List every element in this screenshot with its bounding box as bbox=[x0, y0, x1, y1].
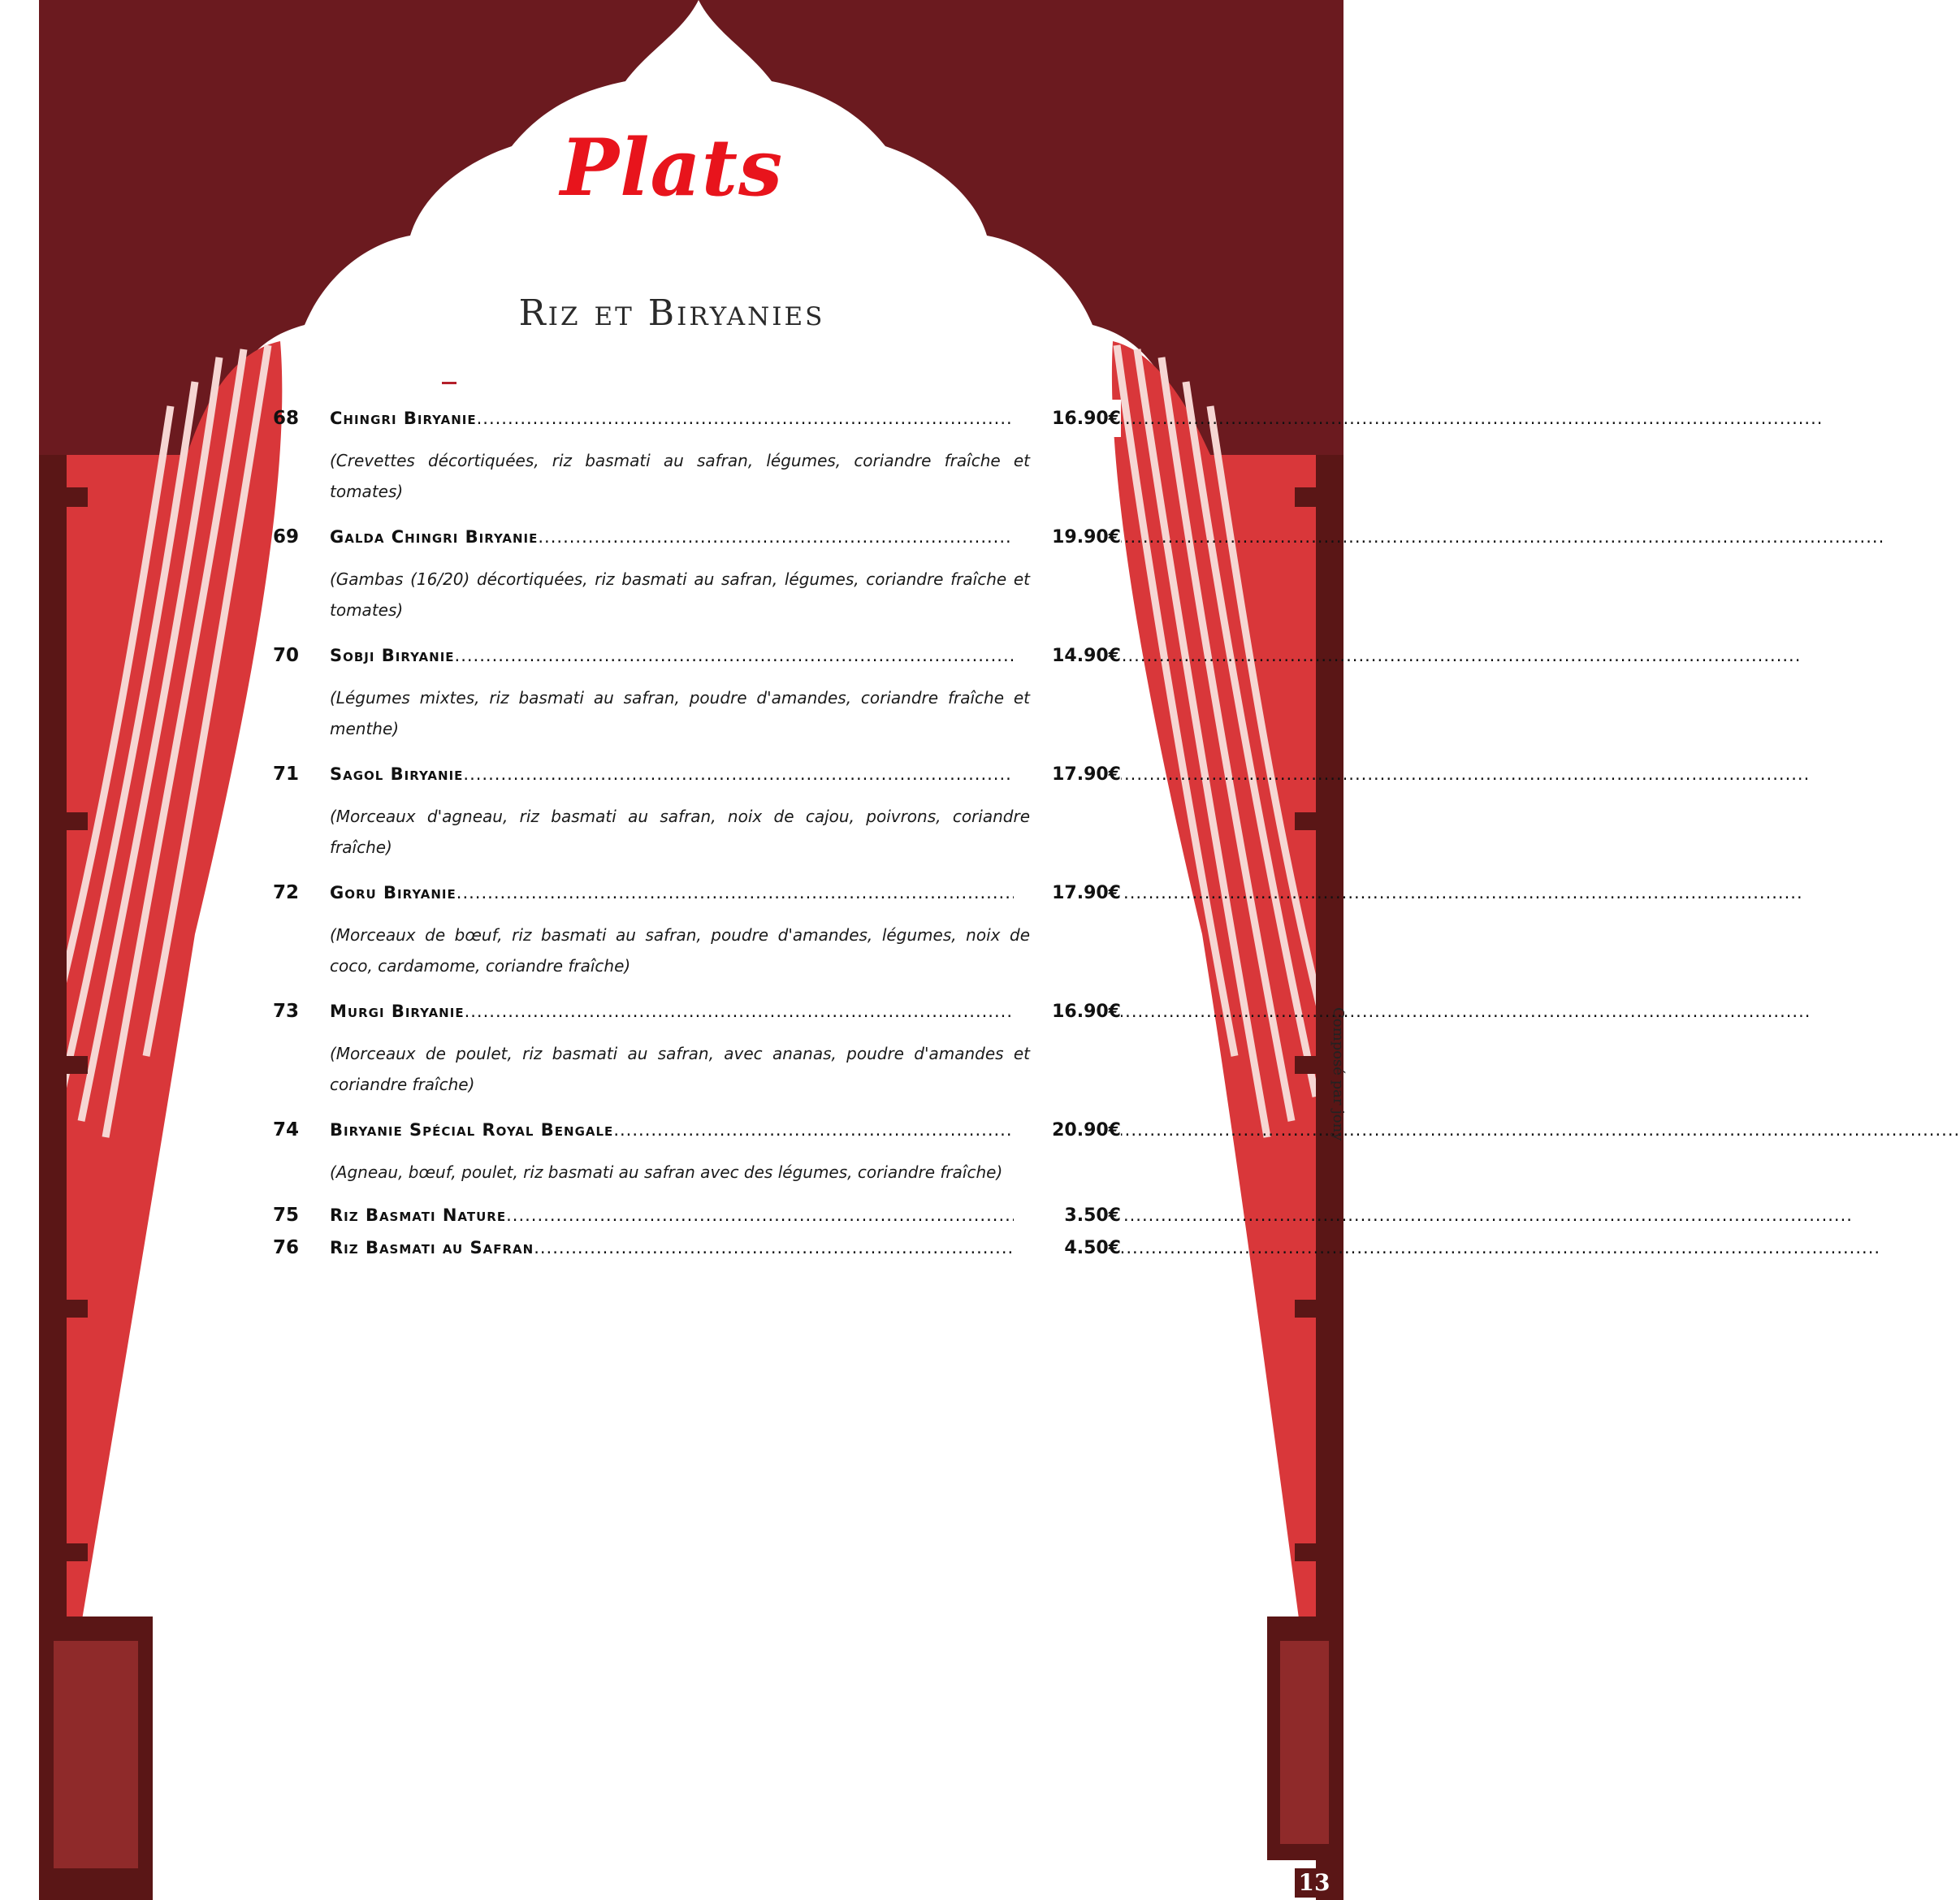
menu-item-row bbox=[273, 874, 1121, 911]
item-price: 4.50€ bbox=[1064, 1237, 1121, 1258]
page-number: 13 bbox=[1295, 1868, 1334, 1898]
menu-item-row bbox=[273, 637, 1121, 674]
item-description: (Légumes mixtes, riz basmati au safran, poudre d'amandes, coriandre fraîche et menthe) bbox=[330, 688, 1030, 738]
item-number: 71 bbox=[273, 764, 300, 785]
menu-item-row bbox=[273, 1111, 1121, 1149]
item-description: (Morceaux d'agneau, riz basmati au safran, noix de cajou, poivrons, coriandre fraîche) bbox=[330, 807, 1030, 857]
item-price-box bbox=[1014, 400, 1121, 437]
item-description: (Crevettes décortiquées, riz basmati au safran, légumes, coriandre fraîche et tomates) bbox=[330, 451, 1030, 501]
menu-item-row bbox=[273, 518, 1121, 556]
item-price: 20.90€ bbox=[1052, 1119, 1121, 1140]
item-price-box bbox=[1014, 518, 1121, 556]
item-name: Riz Basmati au Safran ..... bbox=[330, 1238, 1131, 1257]
item-price-box bbox=[1014, 637, 1121, 674]
menu-item bbox=[273, 1111, 1121, 1199]
menu-item bbox=[273, 637, 1121, 755]
item-price: 14.90€ bbox=[1052, 645, 1121, 666]
menu-item bbox=[273, 400, 1121, 518]
item-name: Biryanie Spécial Royal Bengale ..... bbox=[330, 1120, 1131, 1140]
page-title: Plats bbox=[560, 122, 784, 214]
menu-item-row bbox=[273, 755, 1121, 793]
menu-item-row bbox=[273, 1231, 1121, 1264]
section-heading: Riz et Biryanies bbox=[518, 292, 825, 334]
item-description: (Gambas (16/20) décortiquées, riz basmati au safran, légumes, coriandre fraîche et tomates) bbox=[330, 569, 1030, 620]
item-number: 70 bbox=[273, 645, 300, 666]
menu-item bbox=[273, 1231, 1121, 1264]
item-description: (Morceaux de bœuf, riz basmati au safran, poudre d'amandes, légumes, noix de coco, cardamome, coriandre fraîche) bbox=[330, 925, 1030, 976]
menu-list bbox=[273, 400, 1121, 1264]
item-name: Murgi Biryanie ..... bbox=[330, 1002, 1131, 1021]
item-price: 3.50€ bbox=[1064, 1205, 1121, 1226]
item-price: 16.90€ bbox=[1052, 1001, 1121, 1022]
item-description: (Morceaux de poulet, riz basmati au safran, avec ananas, poudre d'amandes et coriandre fraîche) bbox=[330, 1044, 1030, 1094]
item-name: Galda Chingri Biryanie ..... bbox=[330, 527, 1131, 547]
title-divider bbox=[442, 382, 456, 384]
item-name: Sobji Biryanie ..... bbox=[330, 646, 1131, 665]
item-price-box bbox=[1014, 755, 1121, 793]
item-name: Sagol Biryanie ..... bbox=[330, 764, 1131, 784]
menu-item bbox=[273, 518, 1121, 637]
item-price-box bbox=[1014, 1111, 1121, 1149]
item-number: 69 bbox=[273, 526, 300, 547]
item-number: 75 bbox=[273, 1205, 300, 1226]
item-name: Goru Biryanie ..... bbox=[330, 883, 1131, 902]
item-number: 73 bbox=[273, 1001, 300, 1022]
menu-item bbox=[273, 1199, 1121, 1231]
item-name: Chingri Biryanie ..... bbox=[330, 409, 1131, 428]
item-number: 76 bbox=[273, 1237, 300, 1258]
menu-item bbox=[273, 755, 1121, 874]
item-name: Riz Basmati Nature ..... bbox=[330, 1205, 1131, 1225]
menu-item bbox=[273, 993, 1121, 1111]
item-number: 68 bbox=[273, 408, 300, 429]
menu-item bbox=[273, 874, 1121, 993]
item-price-box bbox=[1014, 1199, 1121, 1231]
item-price-box bbox=[1014, 874, 1121, 911]
item-number: 72 bbox=[273, 882, 300, 903]
item-price: 17.90€ bbox=[1052, 764, 1121, 785]
menu-item-row bbox=[273, 993, 1121, 1030]
item-price: 19.90€ bbox=[1052, 526, 1121, 547]
menu-item-row bbox=[273, 1199, 1121, 1231]
item-number: 74 bbox=[273, 1119, 300, 1140]
item-price-box bbox=[1014, 1231, 1121, 1264]
item-price: 17.90€ bbox=[1052, 882, 1121, 903]
menu-item-row bbox=[273, 400, 1121, 437]
item-price-box bbox=[1014, 993, 1121, 1030]
item-description: (Agneau, bœuf, poulet, riz basmati au safran avec des légumes, coriandre fraîche) bbox=[330, 1162, 1003, 1182]
item-price: 16.90€ bbox=[1052, 408, 1121, 429]
author-credit: Composé par jony bbox=[1330, 1007, 1347, 1141]
